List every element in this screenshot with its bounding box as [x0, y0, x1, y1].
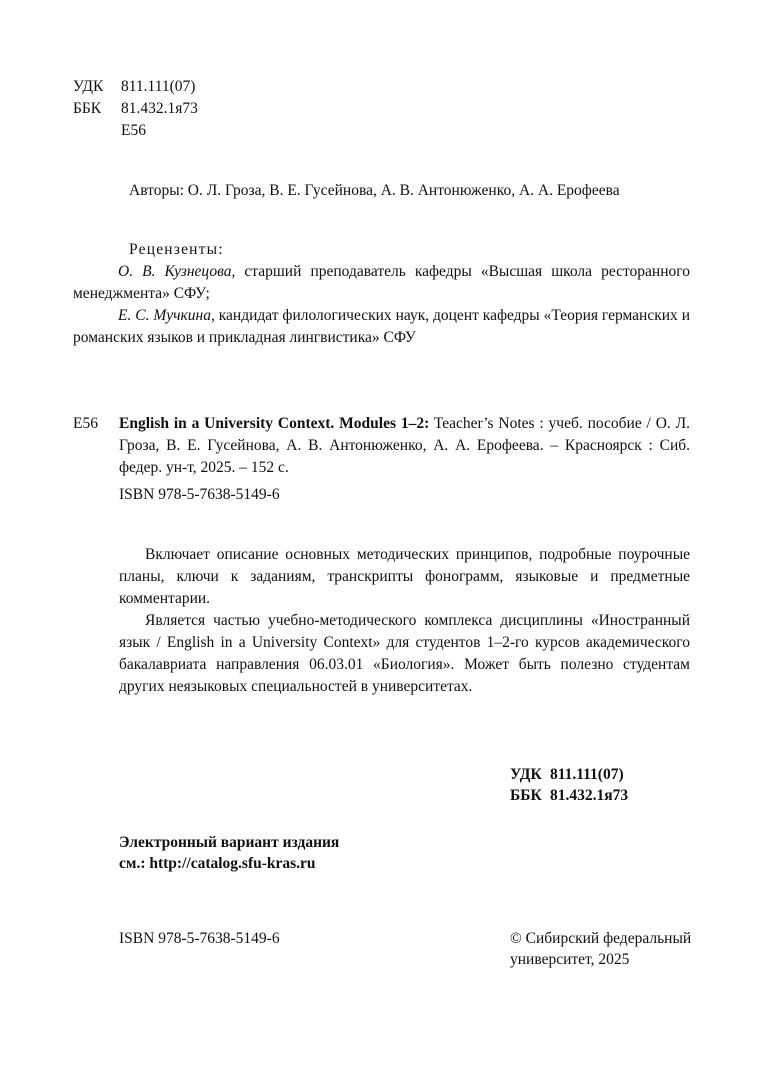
reviewer-2-text: кандидат филологических наук, доцент кафедры «Теория германских и романских языков и прикладная лингвистика» СФУ: [73, 307, 690, 346]
bbk-bold-label: ББК: [510, 787, 542, 804]
reviewers-heading: Рецензенты:: [129, 241, 224, 258]
reviewer-1-name: О. В. Кузнецова,: [118, 263, 236, 280]
udk-block: [510, 764, 624, 786]
udk-bold-label: УДК: [510, 766, 542, 783]
bbk-block: [510, 785, 628, 807]
entry-mark: Е56: [73, 415, 98, 432]
reviewer-1: [73, 261, 690, 305]
bbk-label: ББК: [73, 100, 102, 117]
entry-text: Teacher’s Notes : учеб. пособие / О. Л. Гроза, В. Е. Гусейнова, А. В. Антонюженко, А. А. Ерофеева. – Красноярск : Сиб. федер. ун-т, 2025. – 152 с.: [119, 415, 690, 476]
udk-value: 811.111(07): [121, 78, 196, 95]
authors: [73, 180, 690, 202]
entry-isbn: ISBN 978-5-7638-5149-6: [119, 486, 280, 503]
bibliographic-entry: [119, 413, 690, 479]
footer-isbn: ISBN 978-5-7638-5149-6: [119, 930, 280, 947]
udk-label: УДК: [73, 78, 104, 95]
electronic-version-line1: Электронный вариант издания: [119, 834, 340, 851]
abstract-paragraph-2: Является частью учебно-методического комплекса дисциплины «Иностранный язык / English in a University Context» для студентов 1–2-го курсов академического бакалавриата направления 06.03.01 «Биология». Может быть полезно студентам других неязыковых специальностей в университетах.: [119, 612, 690, 695]
reviewer-2-name: Е. С. Мучкина,: [118, 307, 215, 324]
copyright-line1: © Сибирский федеральный: [510, 930, 692, 947]
bbk-header: [73, 98, 198, 120]
abstract-paragraph-1: Включает описание основных методических принципов, подробные поурочные планы, ключи к заданиям, транскрипты фонограмм, языковые и предметные комментарии.: [119, 546, 690, 607]
bbk-value: 81.432.1я73: [121, 100, 198, 117]
electronic-version-url[interactable]: см.: http://catalog.sfu-kras.ru: [119, 855, 316, 872]
entry-title: English in a University Context. Modules 1–2:: [119, 415, 430, 432]
udk-header: [73, 76, 195, 98]
reviewer-2: [73, 305, 690, 349]
copyright-line2: университет, 2025: [510, 951, 630, 968]
bbk-bold-value: 81.432.1я73: [550, 787, 629, 804]
authors-text: Авторы: О. Л. Гроза, В. Е. Гусейнова, А. В. Антонюженко, А. А. Ерофеева: [129, 182, 620, 199]
author-mark: Е56: [121, 122, 146, 139]
reviewer-1-text: старший преподаватель кафедры «Высшая школа ресторанного менеджмента» СФУ;: [73, 263, 690, 302]
udk-bold-value: 811.111(07): [550, 766, 624, 783]
